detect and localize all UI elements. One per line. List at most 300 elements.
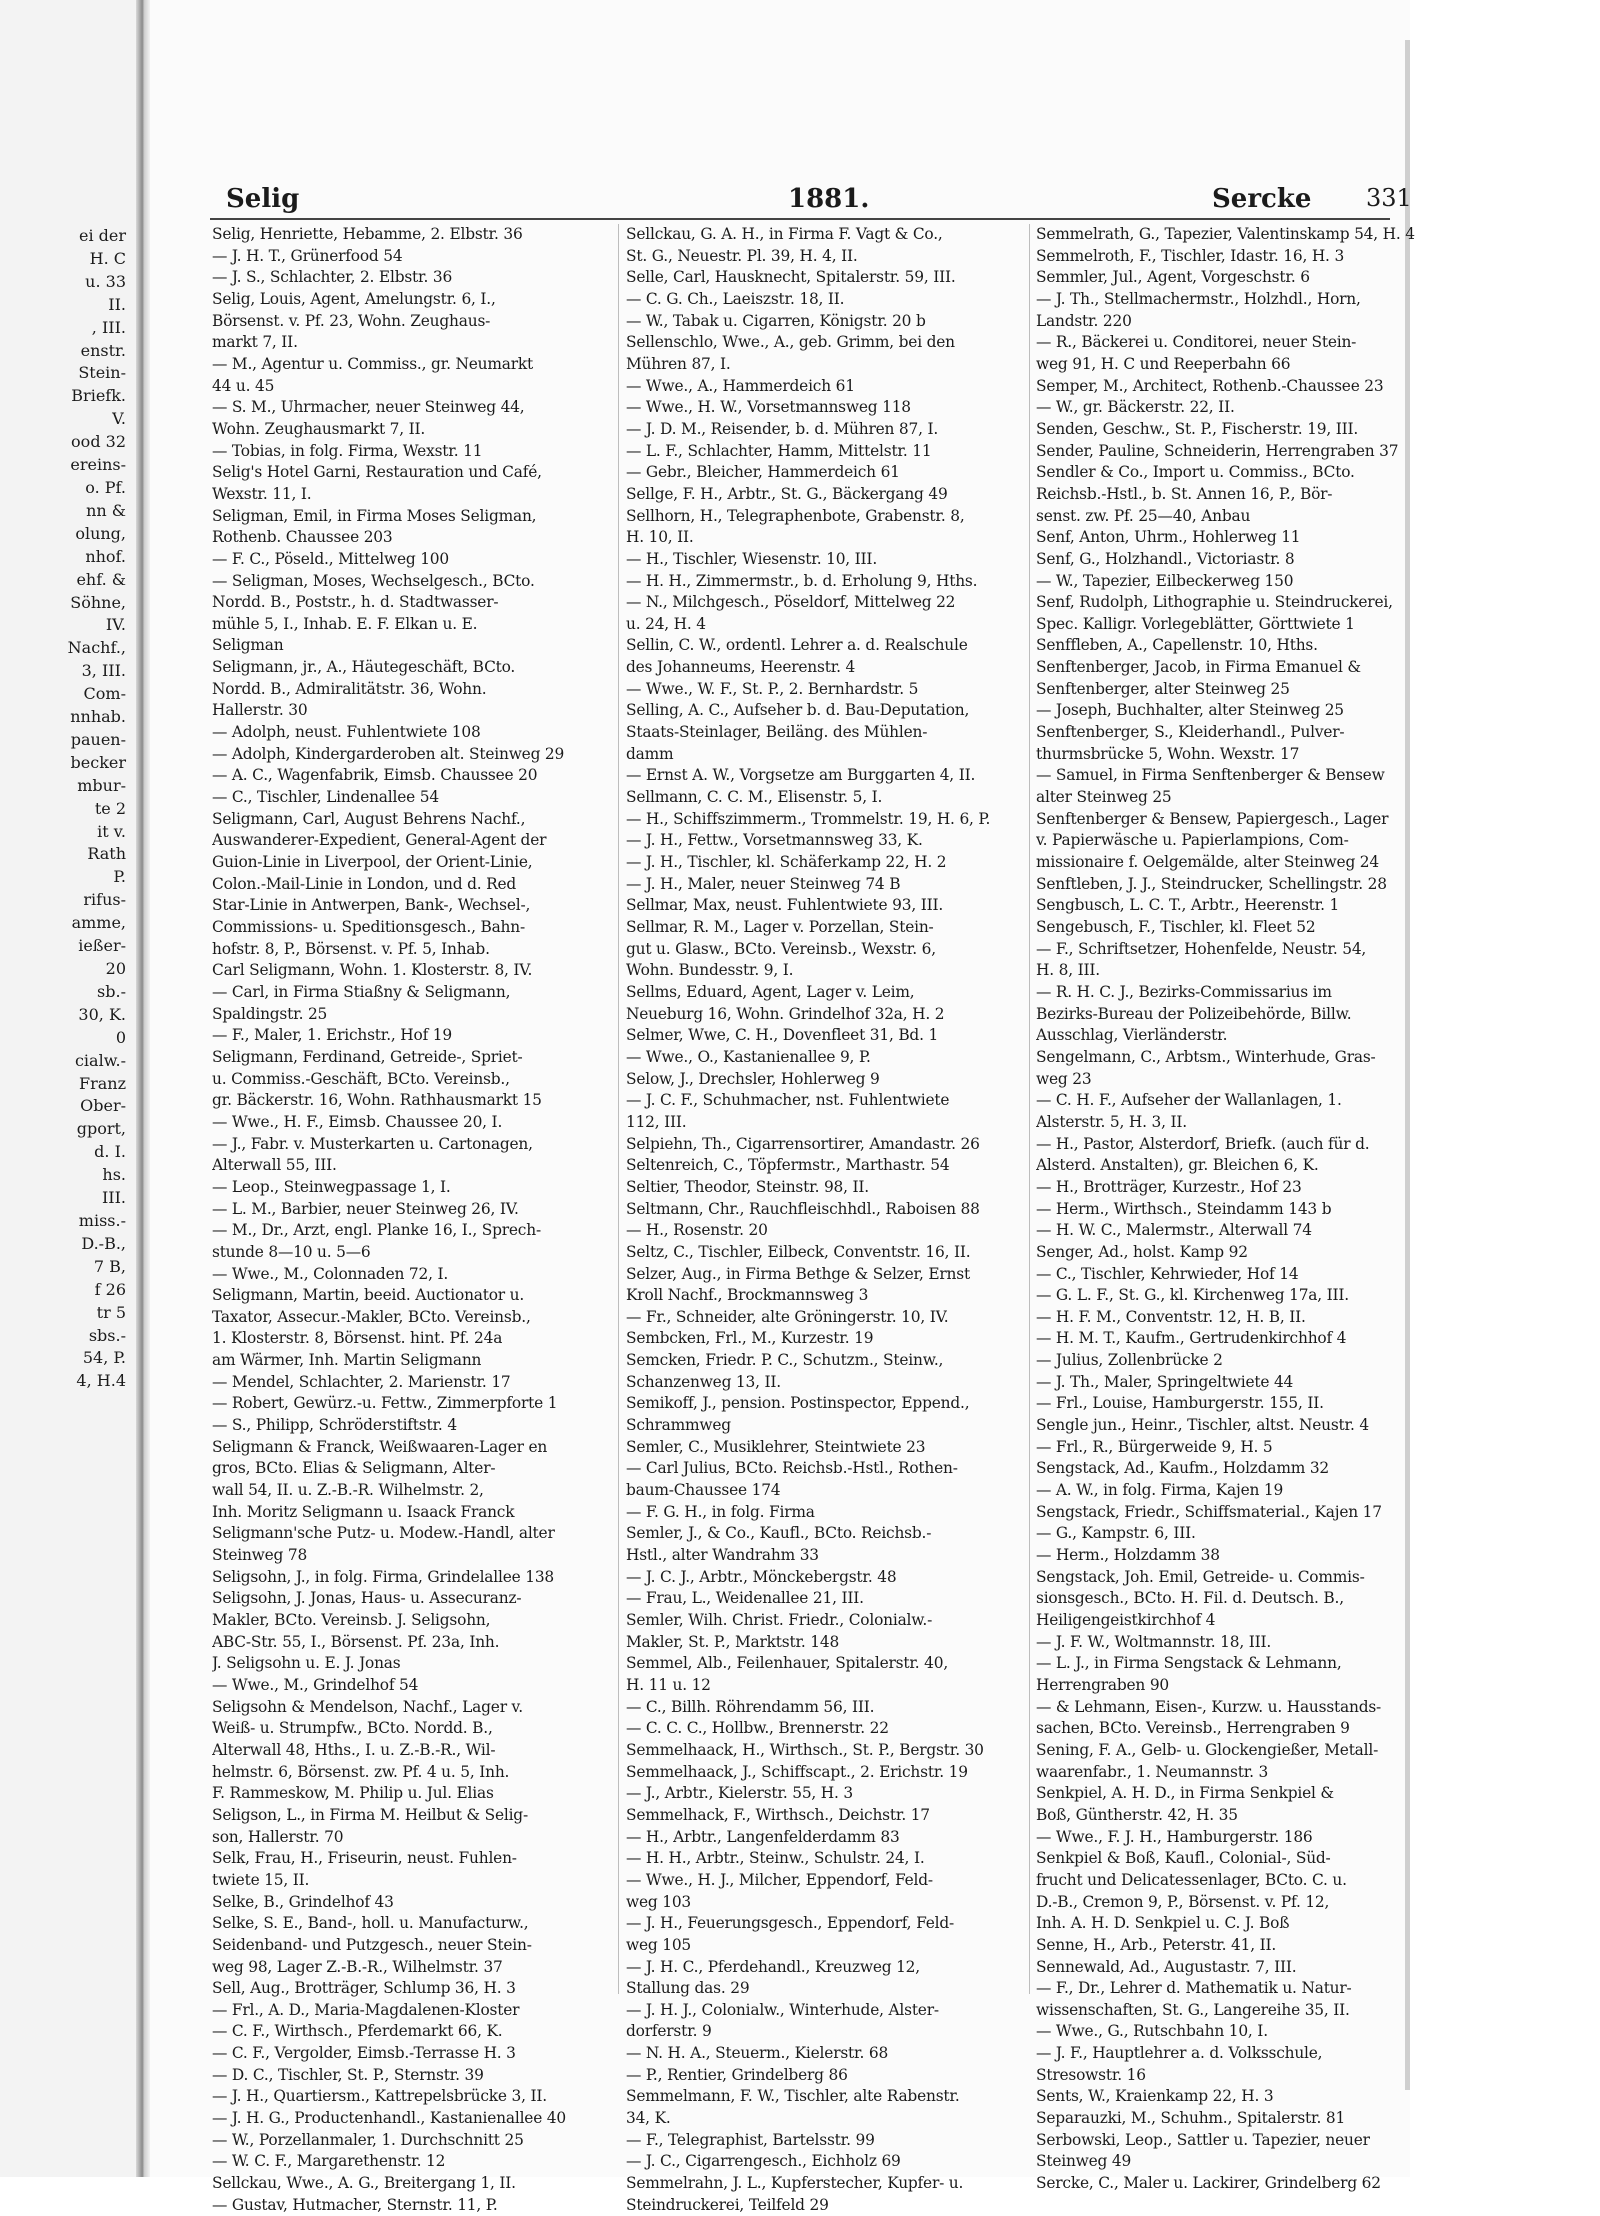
directory-entry-line: dorferstr. 9: [626, 2022, 712, 2041]
directory-entry-line: Seligmann & Franck, Weißwaaren-Lager en: [212, 1437, 548, 1456]
directory-entry-line: Senger, Ad., holst. Kamp 92: [1036, 1242, 1248, 1261]
directory-entry-line: — Seligman, Moses, Wechselgesch., BCto.: [212, 571, 535, 590]
directory-entry-line: H. 11 u. 12: [626, 1675, 711, 1694]
directory-entry-line: sachen, BCto. Vereinsb., Herrengraben 9: [1036, 1719, 1350, 1738]
directory-entry-line: — J. F. W., Woltmannstr. 18, III.: [1036, 1632, 1272, 1651]
directory-entry-line: — Wwe., M., Colonnaden 72, I.: [212, 1264, 449, 1283]
directory-entry-line: Selpiehn, Th., Cigarrensortirer, Amandastr. 26: [626, 1134, 980, 1153]
directory-entry-line: weg 98, Lager Z.-B.-R., Wilhelmstr. 37: [212, 1957, 503, 1976]
directory-entry-line: — F. G. H., in folg. Firma: [626, 1502, 815, 1521]
directory-entry-line: — H. H., Arbtr., Steinw., Schulstr. 24, I.: [626, 1849, 925, 1868]
directory-entry-line: — J. D. M., Reisender, b. d. Mühren 87, I.: [626, 419, 939, 438]
directory-entry-line: Stresowstr. 16: [1036, 2065, 1146, 2084]
directory-entry-line: — C. H. F., Aufseher der Wallanlagen, 1.: [1036, 1091, 1342, 1110]
directory-entry-line: — J. S., Schlachter, 2. Elbstr. 36: [212, 268, 453, 287]
fragment-line: nnhab.: [70, 707, 126, 727]
directory-entry-line: Semmelhaack, J., Schiffscapt., 2. Erichstr. 19: [626, 1762, 968, 1781]
fragment-line: ehf. &: [76, 569, 126, 589]
directory-entry-line: — R., Bäckerei u. Conditorei, neuer Stein-: [1036, 333, 1357, 352]
directory-entry-line: Semler, C., Musiklehrer, Steintwiete 23: [626, 1437, 926, 1456]
directory-entry-line: senst. zw. Pf. 25—40, Anbau: [1036, 506, 1251, 525]
directory-entry-line: Spaldingstr. 25: [212, 1004, 328, 1023]
directory-entry-line: — J. Th., Stellmachermstr., Holzhdl., Horn,: [1036, 289, 1361, 308]
directory-entry-line: Semmelrath, G., Tapezier, Valentinskamp 54, H. 4: [1036, 225, 1415, 243]
directory-entry-line: — J. H., Quartiersm., Kattrepelsbrücke 3, II.: [212, 2087, 547, 2106]
directory-entry-line: Alsterstr. 5, H. 3, II.: [1036, 1112, 1187, 1131]
directory-entry-line: — J. C. J., Arbtr., Mönckebergstr. 48: [626, 1567, 897, 1586]
directory-entry-line: Hallerstr. 30: [212, 701, 308, 720]
directory-entry-line: v. Papierwäsche u. Papierlampions, Com-: [1036, 831, 1349, 850]
directory-entry-line: Sellms, Eduard, Agent, Lager v. Leim,: [626, 982, 915, 1001]
directory-entry-line: Sengebusch, F., Tischler, kl. Fleet 52: [1036, 918, 1316, 936]
directory-entry-line: — C., Tischler, Kehrwieder, Hof 14: [1036, 1264, 1299, 1283]
fragment-line: nhof.: [85, 546, 126, 566]
directory-entry-line: — J. H. T., Grünerfood 54: [212, 246, 403, 265]
directory-entry-line: Selig, Louis, Agent, Amelungstr. 6, I.,: [212, 289, 496, 308]
directory-entry-line: Sengelmann, C., Arbtsm., Winterhude, Gras-: [1036, 1047, 1376, 1066]
directory-entry-line: — Gustav, Hutmacher, Sternstr. 11, P.: [212, 2195, 498, 2214]
running-head-left: Selig: [226, 184, 300, 214]
directory-entry-line: Star-Linie in Antwerpen, Bank-, Wechsel-,: [212, 896, 531, 915]
fragment-line: pauen-: [70, 729, 126, 749]
directory-entry-line: missionaire f. Oelgemälde, alter Steinweg 24: [1036, 853, 1379, 872]
directory-entry-line: — Julius, Zollenbrücke 2: [1036, 1351, 1223, 1370]
directory-entry-line: — Robert, Gewürz.-u. Fettw., Zimmerpforte 1: [212, 1394, 558, 1413]
directory-entry-line: — F. C., Pöseld., Mittelweg 100: [212, 549, 449, 568]
fragment-line: miss.-: [78, 1210, 126, 1230]
directory-entry-line: Heiligengeistkirchhof 4: [1036, 1611, 1216, 1629]
directory-entry-line: — H. M. T., Kaufm., Gertrudenkirchhof 4: [1036, 1329, 1347, 1348]
directory-entry-line: helmstr. 6, Börsenst. zw. Pf. 4 u. 5, Inh.: [212, 1762, 510, 1781]
directory-entry-line: Ausschlag, Vierländerstr.: [1036, 1026, 1228, 1045]
directory-entry-line: 44 u. 45: [212, 376, 275, 395]
directory-entry-line: am Wärmer, Inh. Martin Seligmann: [212, 1351, 482, 1370]
directory-entry-line: — L. M., Barbier, neuer Steinweg 26, IV.: [212, 1199, 519, 1218]
directory-entry-line: Hstl., alter Wandrahm 33: [626, 1546, 819, 1565]
fragment-line: H. C: [89, 248, 126, 268]
directory-entry-line: Senftleben, J. J., Steindrucker, Schellingstr. 28: [1036, 874, 1387, 893]
directory-entry-line: Sengstack, Friedr., Schiffsmaterial., Kajen 17: [1036, 1502, 1382, 1521]
directory-entry-line: Nordd. B., Poststr., h. d. Stadtwasser-: [212, 593, 499, 612]
directory-entry-line: — J. H. J., Colonialw., Winterhude, Alster-: [626, 2000, 939, 2019]
directory-entry-line: — Herm., Wirthsch., Steindamm 143 b: [1036, 1199, 1332, 1218]
directory-entry-line: — G. L. F., St. G., kl. Kirchenweg 17a, III.: [1036, 1286, 1349, 1305]
directory-entry-line: Senf, G., Holzhandl., Victoriastr. 8: [1036, 549, 1295, 568]
directory-entry-line: Selow, J., Drechsler, Hohlerweg 9: [626, 1069, 880, 1088]
directory-entry-line: — L. F., Schlachter, Hamm, Mittelstr. 11: [626, 441, 932, 460]
directory-entry-line: — F., Schriftsetzer, Hohenfelde, Neustr. 54,: [1036, 939, 1367, 958]
directory-entry-line: F. Rammeskow, M. Philip u. Jul. Elias: [212, 1784, 494, 1803]
directory-entry-line: — Wwe., G., Rutschbahn 10, I.: [1036, 2022, 1268, 2041]
directory-entry-line: weg 105: [626, 1935, 692, 1954]
directory-entry-line: Neueburg 16, Wohn. Grindelhof 32a, H. 2: [626, 1004, 945, 1023]
directory-entry-line: — W. C. F., Margarethenstr. 12: [212, 2152, 446, 2171]
directory-entry-line: Bezirks-Bureau der Polizeibehörde, Billw.: [1036, 1004, 1352, 1023]
directory-entry-line: Seltmann, Chr., Rauchfleischhdl., Raboisen 88: [626, 1199, 980, 1218]
directory-entry-line: Spec. Kalligr. Vorlegeblätter, Görttwiete 1: [1036, 614, 1355, 633]
directory-entry-line: — A. W., in folg. Firma, Kajen 19: [1036, 1481, 1284, 1500]
directory-entry-line: weg 91, H. C und Reeperbahn 66: [1036, 354, 1291, 373]
directory-entry-line: Semikoff, J., pension. Postinspector, Eppend.,: [626, 1394, 970, 1413]
directory-entry-line: Seligmann, jr., A., Häutegeschäft, BCto.: [212, 658, 516, 677]
directory-entry-line: Mühren 87, I.: [626, 354, 731, 373]
directory-entry-line: Inh. A. H. D. Senkpiel u. C. J. Boß: [1036, 1914, 1290, 1933]
directory-entry-line: Selke, S. E., Band-, holl. u. Manufacturw.,: [212, 1914, 529, 1933]
directory-entry-line: waarenfabr., 1. Neumannstr. 3: [1036, 1762, 1269, 1781]
fragment-line: olung,: [75, 523, 126, 543]
directory-entry-line: — Ernst A. W., Vorgsetze am Burggarten 4, II.: [626, 766, 976, 785]
directory-entry-line: Commissions- u. Speditionsgesch., Bahn-: [212, 918, 525, 936]
directory-entry-line: Semcken, Friedr. P. C., Schutzm., Steinw.,: [626, 1351, 944, 1370]
directory-entry-line: son, Hallerstr. 70: [212, 1827, 344, 1846]
directory-entry-line: Seligsohn, J., in folg. Firma, Grindelallee 138: [212, 1567, 555, 1586]
directory-entry-line: Seligsohn & Mendelson, Nachf., Lager v.: [212, 1697, 523, 1716]
directory-entry-line: Selle, Carl, Hausknecht, Spitalerstr. 59, III.: [626, 268, 956, 287]
directory-entry-line: Sellenschlo, Wwe., A., geb. Grimm, bei den: [626, 333, 955, 352]
fragment-line: amme,: [71, 913, 126, 933]
directory-entry-line: Selmer, Wwe, C. H., Dovenfleet 31, Bd. 1: [626, 1026, 939, 1045]
directory-entry-line: Semper, M., Architect, Rothenb.-Chaussee 23: [1036, 376, 1384, 395]
directory-entry-line: Semmler, Jul., Agent, Vorgeschstr. 6: [1036, 268, 1310, 287]
fragment-line: II.: [108, 294, 126, 314]
directory-entry-line: Alsterd. Anstalten), gr. Bleichen 6, K.: [1036, 1156, 1319, 1175]
directory-entry-line: — N. H. A., Steuerm., Kielerstr. 68: [626, 2044, 889, 2063]
directory-entry-line: — H., Pastor, Alsterdorf, Briefk. (auch für d.: [1036, 1134, 1370, 1153]
fragment-line: nn &: [86, 500, 126, 520]
directory-entry-line: J. Seligsohn u. E. J. Jonas: [212, 1654, 401, 1673]
fragment-line: cialw.-: [74, 1050, 126, 1070]
directory-entry-line: — W., gr. Bäckerstr. 22, II.: [1036, 398, 1235, 417]
fragment-line: 30, K.: [78, 1004, 126, 1024]
directory-entry-line: — P., Rentier, Grindelberg 86: [626, 2065, 848, 2084]
directory-entry-line: stunde 8—10 u. 5—6: [212, 1242, 371, 1261]
directory-entry-line: Seligman, Emil, in Firma Moses Seligman,: [212, 506, 537, 525]
directory-entry-line: Taxator, Assecur.-Makler, BCto. Vereinsb.,: [212, 1307, 531, 1326]
directory-entry-line: — H. W. C., Malermstr., Alterwall 74: [1036, 1221, 1312, 1240]
directory-entry-line: — Wwe., O., Kastanienallee 9, P.: [626, 1047, 871, 1066]
directory-entry-line: D.-B., Cremon 9, P., Börsenst. v. Pf. 12,: [1036, 1892, 1330, 1911]
directory-entry-line: Landstr. 220: [1036, 311, 1132, 330]
directory-entry-line: Rothenb. Chaussee 203: [212, 528, 393, 547]
directory-entry-line: — C. F., Vergolder, Eimsb.-Terrasse H. 3: [212, 2044, 516, 2063]
directory-entry-line: Selzer, Aug., in Firma Bethge & Selzer, Ernst: [626, 1264, 970, 1283]
directory-entry-line: Kroll Nachf., Brockmannsweg 3: [626, 1286, 869, 1305]
directory-entry-line: — J. H., Tischler, kl. Schäferkamp 22, H. 2: [626, 853, 947, 872]
directory-entry-line: Seligmann, Martin, beeid. Auctionator u.: [212, 1286, 525, 1305]
column-divider: [618, 224, 619, 1994]
directory-entry-line: — G., Kampstr. 6, III.: [1036, 1524, 1196, 1543]
directory-entry-line: Senden, Geschw., St. P., Fischerstr. 19, III.: [1036, 419, 1359, 438]
directory-entry-line: — Leop., Steinwegpassage 1, I.: [212, 1177, 451, 1196]
directory-entry-line: Selig, Henriette, Hebamme, 2. Elbstr. 36: [212, 225, 523, 243]
running-head-year: 1881.: [788, 184, 870, 214]
directory-entry-line: Senftenberger, Jacob, in Firma Emanuel &: [1036, 658, 1361, 677]
fragment-line: gport,: [76, 1119, 126, 1139]
directory-entry-line: hofstr. 8, P., Börsenst. v. Pf. 5, Inhab.: [212, 939, 490, 958]
directory-entry-line: Steindruckerei, Teilfeld 29: [626, 2195, 829, 2214]
directory-entry-line: Sendler & Co., Import u. Commiss., BCto.: [1036, 463, 1355, 482]
directory-entry-line: Seidenband- und Putzgesch., neuer Stein-: [212, 1935, 532, 1954]
fragment-line: , III.: [91, 317, 126, 337]
directory-entry-line: — J., Fabr. v. Musterkarten u. Cartonagen,: [212, 1134, 533, 1153]
fragment-line: tr 5: [96, 1302, 126, 1322]
directory-entry-line: Nordd. B., Admiralitätstr. 36, Wohn.: [212, 679, 487, 698]
directory-entry-line: frucht und Delicatessenlager, BCto. C. u.: [1036, 1870, 1347, 1889]
directory-entry-line: Guion-Linie in Liverpool, der Orient-Linie,: [212, 853, 533, 872]
directory-entry-line: Selk, Frau, H., Friseurin, neust. Fuhlen-: [212, 1849, 517, 1868]
directory-entry-line: gros, BCto. Elias & Seligmann, Alter-: [212, 1459, 496, 1478]
directory-entry-line: — N., Milchgesch., Pöseldorf, Mittelweg 22: [626, 593, 956, 612]
fragment-line: Ober-: [80, 1096, 126, 1116]
directory-entry-line: Semmelroth, F., Tischler, Idastr. 16, H. 3: [1036, 246, 1345, 265]
directory-entry-line: — J. H., Feuerungsgesch., Eppendorf, Feld-: [626, 1914, 954, 1933]
directory-entry-line: 112, III.: [626, 1112, 687, 1131]
directory-entry-line: Sengstack, Ad., Kaufm., Holzdamm 32: [1036, 1459, 1330, 1478]
fragment-line: P.: [113, 867, 126, 887]
directory-entry-line: wall 54, II. u. Z.-B.-R. Wilhelmstr. 2,: [212, 1481, 484, 1500]
directory-entry-line: — M., Agentur u. Commiss., gr. Neumarkt: [212, 354, 534, 373]
fragment-line: Briefk.: [71, 386, 126, 406]
directory-entry-line: Seltz, C., Tischler, Eilbeck, Conventstr. 16, II.: [626, 1242, 971, 1261]
directory-entry-line: Sellmar, R. M., Lager v. Porzellan, Stein-: [626, 918, 934, 936]
directory-entry-line: — Wwe., H. F., Eimsb. Chaussee 20, I.: [212, 1112, 503, 1131]
directory-entry-line: — Carl, in Firma Stiaßny & Seligmann,: [212, 982, 511, 1001]
directory-entry-line: twiete 15, II.: [212, 1870, 310, 1889]
directory-entry-line: — H., Brotträger, Kurzestr., Hof 23: [1036, 1177, 1302, 1196]
directory-entry-line: Makler, St. P., Marktstr. 148: [626, 1632, 840, 1651]
directory-entry-line: gut u. Glasw., BCto. Vereinsb., Wexstr. 6,: [626, 939, 936, 958]
directory-entry-line: thurmsbrücke 5, Wohn. Wexstr. 17: [1036, 744, 1300, 763]
fragment-line: sb.-: [97, 981, 126, 1001]
book-fold: [136, 0, 150, 2177]
directory-entry-line: 1. Klosterstr. 8, Börsenst. hint. Pf. 24a: [212, 1329, 503, 1348]
fragment-line: f 26: [94, 1279, 126, 1299]
fragment-line: Com-: [83, 684, 126, 704]
directory-entry-line: — Tobias, in folg. Firma, Wexstr. 11: [212, 441, 483, 460]
directory-entry-line: — Wwe., A., Hammerdeich 61: [626, 376, 855, 395]
fragment-line: V.: [112, 409, 126, 429]
directory-entry-line: — C. F., Wirthsch., Pferdemarkt 66, K.: [212, 2022, 503, 2041]
fragment-line: 7 B,: [93, 1256, 126, 1276]
fragment-line: it v.: [97, 821, 126, 841]
directory-entry-line: Sengbusch, L. C. T., Arbtr., Heerenstr. 1: [1036, 896, 1340, 915]
directory-entry-line: Weiß- u. Strumpfw., BCto. Nordd. B.,: [212, 1719, 493, 1738]
directory-entry-line: — & Lehmann, Eisen-, Kurzw. u. Hausstands-: [1036, 1697, 1382, 1716]
directory-entry-line: — J. H., Fettw., Vorsetmannsweg 33, K.: [626, 831, 923, 850]
fragment-line: ereins-: [70, 455, 126, 475]
fragment-line: Nachf.,: [67, 638, 126, 658]
directory-entry-line: Selke, B., Grindelhof 43: [212, 1892, 394, 1911]
directory-column-3: [1036, 224, 1422, 2195]
fragment-line: te 2: [94, 798, 126, 818]
directory-entry-line: Sellhorn, H., Telegraphenbote, Grabenstr. 8,: [626, 506, 965, 525]
directory-entry-line: Boß, Güntherstr. 42, H. 35: [1036, 1805, 1238, 1824]
directory-column-2: [626, 224, 1012, 2216]
directory-entry-line: Sercke, C., Maler u. Lackirer, Grindelberg 62: [1036, 2174, 1381, 2193]
directory-entry-line: 34, K.: [626, 2109, 671, 2128]
directory-entry-line: Sellckau, Wwe., A. G., Breitergang 1, II.: [212, 2174, 516, 2193]
directory-entry-line: — Frau, L., Weidenallee 21, III.: [626, 1589, 864, 1608]
directory-entry-line: Sender, Pauline, Schneiderin, Herrengraben 37: [1036, 441, 1399, 460]
directory-entry-line: Selig's Hotel Garni, Restauration und Café,: [212, 463, 542, 482]
directory-entry-line: — Wwe., W. F., St. P., 2. Bernhardstr. 5: [626, 679, 919, 698]
directory-entry-line: — W., Tabak u. Cigarren, Königstr. 20 b: [626, 311, 926, 330]
directory-entry-line: — Frl., A. D., Maria-Magdalenen-Kloster: [212, 2000, 520, 2019]
directory-entry-line: — F., Dr., Lehrer d. Mathematik u. Natur-: [1036, 1979, 1352, 1998]
directory-entry-line: — J. C. F., Schuhmacher, nst. Fuhlentwiete: [626, 1091, 950, 1110]
directory-entry-line: — Wwe., H. W., Vorsetmannsweg 118: [626, 398, 911, 417]
directory-entry-line: Senf, Rudolph, Lithographie u. Steindruckerei,: [1036, 593, 1393, 612]
directory-entry-line: — J., Arbtr., Kielerstr. 55, H. 3: [626, 1784, 853, 1803]
directory-entry-line: Senf, Anton, Uhrm., Hohlerweg 11: [1036, 528, 1301, 547]
directory-entry-line: Seltenreich, C., Töpfermstr., Marthastr. 54: [626, 1156, 950, 1175]
directory-entry-line: — Wwe., H. J., Milcher, Eppendorf, Feld-: [626, 1870, 933, 1889]
directory-entry-line: Börsenst. v. Pf. 23, Wohn. Zeughaus-: [212, 311, 491, 330]
directory-entry-line: alter Steinweg 25: [1036, 788, 1172, 807]
directory-entry-line: Sellge, F. H., Arbtr., St. G., Bäckergang 49: [626, 484, 948, 503]
directory-entry-line: Steinweg 78: [212, 1546, 308, 1565]
fragment-line: becker: [70, 752, 126, 772]
directory-entry-line: — H., Tischler, Wiesenstr. 10, III.: [626, 549, 878, 568]
fragment-line: d. I.: [94, 1142, 126, 1162]
directory-entry-line: St. G., Neuestr. Pl. 39, H. 4, II.: [626, 246, 858, 265]
directory-entry-line: Senftenberger, alter Steinweg 25: [1036, 679, 1290, 698]
directory-entry-line: — W., Tapezier, Eilbeckerweg 150: [1036, 571, 1294, 590]
directory-entry-line: Schanzenweg 13, II.: [626, 1372, 781, 1391]
directory-entry-line: Sennewald, Ad., Augustastr. 7, III.: [1036, 1957, 1297, 1976]
directory-entry-line: Sembcken, Frl., M., Kurzestr. 19: [626, 1329, 874, 1348]
directory-entry-line: — C. C. C., Hollbw., Brennerstr. 22: [626, 1719, 889, 1738]
directory-entry-line: markt 7, II.: [212, 333, 298, 352]
directory-entry-line: — C., Billh. Röhrendamm 56, III.: [626, 1697, 875, 1716]
directory-entry-line: Carl Seligmann, Wohn. 1. Klosterstr. 8, IV.: [212, 961, 533, 980]
right-margin: [1410, 0, 1600, 2177]
fragment-line: enstr.: [80, 340, 126, 360]
directory-entry-line: Sellin, C. W., ordentl. Lehrer a. d. Realschule: [626, 636, 968, 655]
directory-entry-line: — S. M., Uhrmacher, neuer Steinweg 44,: [212, 398, 525, 417]
directory-entry-line: Sengstack, Joh. Emil, Getreide- u. Commis-: [1036, 1567, 1365, 1586]
directory-entry-line: Semler, J., & Co., Kaufl., BCto. Reichsb.-: [626, 1524, 932, 1543]
directory-entry-line: Steinweg 49: [1036, 2152, 1132, 2171]
directory-entry-line: sionsgesch., BCto. H. Fil. d. Deutsch. B.,: [1036, 1589, 1344, 1608]
column-divider: [1029, 224, 1030, 1994]
directory-entry-line: Auswanderer-Expedient, General-Agent der: [212, 831, 547, 850]
directory-entry-line: Schrammweg: [626, 1416, 731, 1435]
directory-entry-line: Makler, BCto. Vereinsb. J. Seligsohn,: [212, 1611, 491, 1629]
directory-entry-line: H. 10, II.: [626, 528, 694, 547]
directory-entry-line: — H., Arbtr., Langenfelderdamm 83: [626, 1827, 900, 1846]
directory-entry-line: — Samuel, in Firma Senftenberger & Bensew: [1036, 766, 1385, 785]
directory-entry-line: Alterwall 55, III.: [212, 1156, 337, 1175]
directory-entry-line: Semler, Wilh. Christ. Friedr., Colonialw.-: [626, 1611, 933, 1629]
directory-entry-line: Wexstr. 11, I.: [212, 484, 312, 503]
fragment-line: ießer-: [78, 936, 126, 956]
directory-entry-line: gr. Bäckerstr. 16, Wohn. Rathhausmarkt 15: [212, 1091, 542, 1110]
fragment-line: rifus-: [83, 890, 126, 910]
fragment-line: Stein-: [78, 363, 126, 383]
directory-column-1: [212, 224, 598, 2216]
directory-entry-line: wissenschaften, St. G., Langereihe 35, II.: [1036, 2000, 1350, 2019]
directory-entry-line: Separauzki, M., Schuhm., Spitalerstr. 81: [1036, 2109, 1346, 2128]
directory-entry-line: Seligmann'sche Putz- u. Modew.-Handl, alter: [212, 1524, 555, 1543]
directory-entry-line: — J. F., Hauptlehrer a. d. Volksschule,: [1036, 2044, 1323, 2063]
directory-entry-line: ABC-Str. 55, I., Börsenst. Pf. 23a, Inh.: [212, 1632, 500, 1651]
directory-entry-line: mühle 5, I., Inhab. E. F. Elkan u. E.: [212, 614, 478, 633]
directory-entry-line: — Adolph, Kindergarderoben alt. Steinweg 29: [212, 744, 565, 763]
directory-entry-line: — Joseph, Buchhalter, alter Steinweg 25: [1036, 701, 1344, 720]
fragment-line: Söhne,: [70, 592, 126, 612]
directory-entry-line: — Mendel, Schlachter, 2. Marienstr. 17: [212, 1372, 511, 1391]
directory-entry-line: Wohn. Bundesstr. 9, I.: [626, 961, 794, 980]
fragment-line: Franz: [78, 1073, 126, 1093]
directory-entry-line: — Wwe., F. J. H., Hamburgerstr. 186: [1036, 1827, 1313, 1846]
directory-entry-line: damm: [626, 744, 674, 763]
fragment-line: sbs.-: [88, 1325, 126, 1345]
fragment-line: 54, P.: [82, 1348, 126, 1368]
directory-entry-line: — M., Dr., Arzt, engl. Planke 16, I., Sprech-: [212, 1221, 541, 1240]
directory-entry-line: Semmelhack, F., Wirthsch., Deichstr. 17: [626, 1805, 930, 1824]
directory-entry-line: — Frl., R., Bürgerweide 9, H. 5: [1036, 1437, 1273, 1456]
directory-entry-line: H. 8, III.: [1036, 961, 1100, 980]
fragment-line: ei der: [78, 226, 126, 245]
directory-entry-line: Alterwall 48, Hths., I. u. Z.-B.-R., Wil-: [212, 1740, 496, 1759]
directory-entry-line: — F., Telegraphist, Bartelsstr. 99: [626, 2130, 875, 2149]
directory-entry-line: des Johanneums, Heerenstr. 4: [626, 658, 856, 677]
directory-entry-line: Herrengraben 90: [1036, 1675, 1169, 1694]
fragment-line: III.: [101, 1188, 126, 1208]
directory-entry-line: Senftenberger, S., Kleiderhandl., Pulver-: [1036, 723, 1345, 742]
directory-entry-line: — Herm., Holzdamm 38: [1036, 1546, 1220, 1565]
directory-entry-line: Sellmann, C. C. M., Elisenstr. 5, I.: [626, 788, 883, 807]
directory-entry-line: u. Commiss.-Geschäft, BCto. Vereinsb.,: [212, 1069, 510, 1088]
directory-entry-line: — F., Maler, 1. Erichstr., Hof 19: [212, 1026, 452, 1045]
directory-entry-line: Serbowski, Leop., Sattler u. Tapezier, neuer: [1036, 2130, 1370, 2149]
directory-entry-line: Seltier, Theodor, Steinstr. 98, II.: [626, 1177, 869, 1196]
directory-entry-line: Selling, A. C., Aufseher b. d. Bau-Deputation,: [626, 701, 970, 720]
directory-entry-line: Sell, Aug., Brotträger, Schlump 36, H. 3: [212, 1979, 516, 1998]
previous-page-fragment: [0, 225, 130, 1393]
directory-entry-line: Semmelmann, F. W., Tischler, alte Rabenstr.: [626, 2087, 960, 2106]
page-number: 331: [1366, 184, 1412, 212]
directory-entry-line: baum-Chaussee 174: [626, 1481, 781, 1500]
directory-entry-line: Inh. Moritz Seligmann u. Isaack Franck: [212, 1502, 515, 1521]
directory-entry-line: — J. H., Maler, neuer Steinweg 74 B: [626, 874, 901, 893]
fragment-line: IV.: [105, 615, 126, 635]
directory-entry-line: — H., Rosenstr. 20: [626, 1221, 768, 1240]
directory-entry-line: Seligson, L., in Firma M. Heilbut & Selig-: [212, 1805, 528, 1824]
directory-entry-line: Senkpiel, A. H. D., in Firma Senkpiel &: [1036, 1784, 1334, 1803]
directory-entry-line: — H. H., Zimmermstr., b. d. Erholung 9, Hths.: [626, 571, 978, 590]
directory-entry-line: Sengle jun., Heinr., Tischler, altst. Neustr. 4: [1036, 1416, 1369, 1435]
directory-entry-line: Sents, W., Kraienkamp 22, H. 3: [1036, 2087, 1274, 2106]
directory-entry-line: — J. H. G., Productenhandl., Kastanienallee 40: [212, 2109, 566, 2128]
directory-entry-line: — Carl Julius, BCto. Reichsb.-Hstl., Rothen-: [626, 1459, 958, 1478]
fragment-line: 0: [115, 1027, 126, 1047]
directory-entry-line: — Adolph, neust. Fuhlentwiete 108: [212, 723, 481, 742]
directory-entry-line: — D. C., Tischler, St. P., Sternstr. 39: [212, 2065, 484, 2084]
directory-entry-line: — H., Schiffszimmerm., Trommelstr. 19, H. 6, P.: [626, 809, 991, 828]
fragment-line: 3, III.: [81, 661, 126, 681]
directory-entry-line: Seligmann, Carl, August Behrens Nachf.,: [212, 809, 526, 828]
running-head-right: Sercke: [1212, 184, 1312, 214]
directory-entry-line: Sening, F. A., Gelb- u. Glockengießer, Metall-: [1036, 1740, 1379, 1759]
fragment-line: 4, H.4: [76, 1371, 126, 1391]
fragment-line: o. Pf.: [85, 477, 126, 497]
fragment-line: mbur-: [77, 775, 126, 795]
directory-entry-line: Seligman: [212, 636, 284, 655]
directory-entry-line: Senftenberger & Bensew, Papiergesch., Lager: [1036, 809, 1389, 828]
directory-entry-line: Staats-Steinlager, Beiläng. des Mühlen-: [626, 723, 928, 742]
